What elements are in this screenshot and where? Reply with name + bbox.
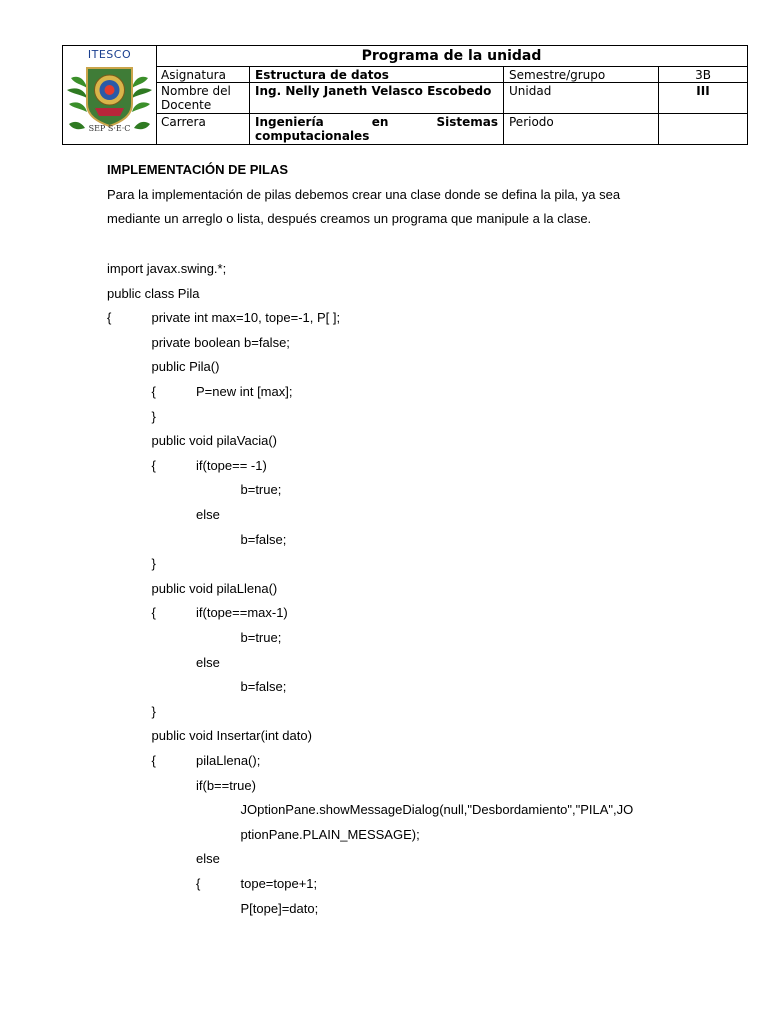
code-line: } — [151, 408, 156, 424]
code-brace: { — [196, 876, 201, 891]
label-semestre: Semestre/grupo — [504, 67, 659, 82]
code-line: if(b==true) — [196, 777, 256, 793]
label-asignatura: Asignatura — [156, 67, 250, 82]
code-line: tope=tope+1; — [240, 876, 318, 891]
code-line: P=new int [max]; — [196, 384, 293, 399]
label-periodo: Periodo — [504, 114, 659, 144]
value-periodo — [659, 114, 747, 144]
code-brace: { — [151, 753, 156, 768]
code-brace: { — [151, 457, 156, 473]
code-line: P[tope]=dato; — [240, 900, 319, 916]
code-line: private int max=10, tope=-1, P[ ]; — [151, 310, 341, 326]
code-line: public Pila() — [151, 359, 220, 375]
label-unidad: Unidad — [504, 83, 659, 113]
label-docente: Nombre del Docente — [156, 83, 250, 113]
value-asignatura: Estructura de datos — [250, 67, 504, 82]
value-docente: Ing. Nelly Janeth Velasco Escobedo — [250, 83, 504, 113]
code-line: b=true; — [240, 482, 282, 498]
header-row-carrera — [156, 114, 747, 144]
code-line: b=false; — [240, 531, 287, 547]
header-title-row — [156, 46, 747, 67]
code-line: else — [196, 851, 220, 867]
label-carrera: Carrera — [156, 114, 250, 144]
code-line: public void pilaLlena() — [151, 580, 278, 596]
code-line: private boolean b=false; — [151, 334, 290, 350]
code-line: import javax.swing.*; — [107, 261, 227, 276]
code-line: } — [151, 703, 156, 719]
code-line: if(tope== -1) — [196, 457, 267, 473]
code-line: else — [196, 507, 220, 522]
code-brace: { — [151, 605, 156, 621]
code-line: public void Insertar(int dato) — [151, 728, 312, 744]
code-line: else — [196, 654, 220, 670]
seal-text: SEP S·E·C — [88, 124, 131, 133]
intro-line-1: Para la implementación de pilas debemos crear una clase donde se defina la pila, ya sea — [107, 187, 621, 202]
header-table — [62, 45, 748, 145]
section-heading: IMPLEMENTACIÓN DE PILAS — [107, 162, 289, 177]
code-line: if(tope==max-1) — [196, 605, 288, 621]
code-line: public void pilaVacia() — [151, 433, 277, 449]
value-carrera: Ingeniería en Sistemas computacionales — [250, 114, 504, 144]
intro-line-2: mediante un arreglo o lista, después creamos un programa que manipule a la clase. — [107, 211, 592, 226]
header-grid — [156, 46, 747, 144]
code-line: public class Pila — [107, 285, 200, 301]
code-brace: { — [151, 384, 156, 399]
itesco-logo-text: ITESCO — [87, 48, 132, 61]
header-row-docente — [156, 83, 747, 114]
code-line: b=true; — [240, 630, 282, 645]
page-title: Programa de la unidad — [361, 48, 542, 64]
value-semestre: 3B — [695, 68, 711, 82]
code-line: JOptionPane.showMessageDialog(null,"Desbordamiento","PILA",JO — [240, 802, 634, 818]
itesco-crest-icon — [65, 60, 154, 142]
header-row-asignatura — [156, 67, 747, 83]
code-line: pilaLlena(); — [196, 753, 261, 768]
value-unidad: III — [696, 84, 710, 98]
code-line: b=false; — [240, 679, 287, 695]
code-line: ptionPane.PLAIN_MESSAGE); — [240, 826, 420, 842]
code-line: } — [151, 556, 156, 572]
logo-cell — [63, 46, 157, 144]
code-brace: { — [107, 310, 112, 326]
